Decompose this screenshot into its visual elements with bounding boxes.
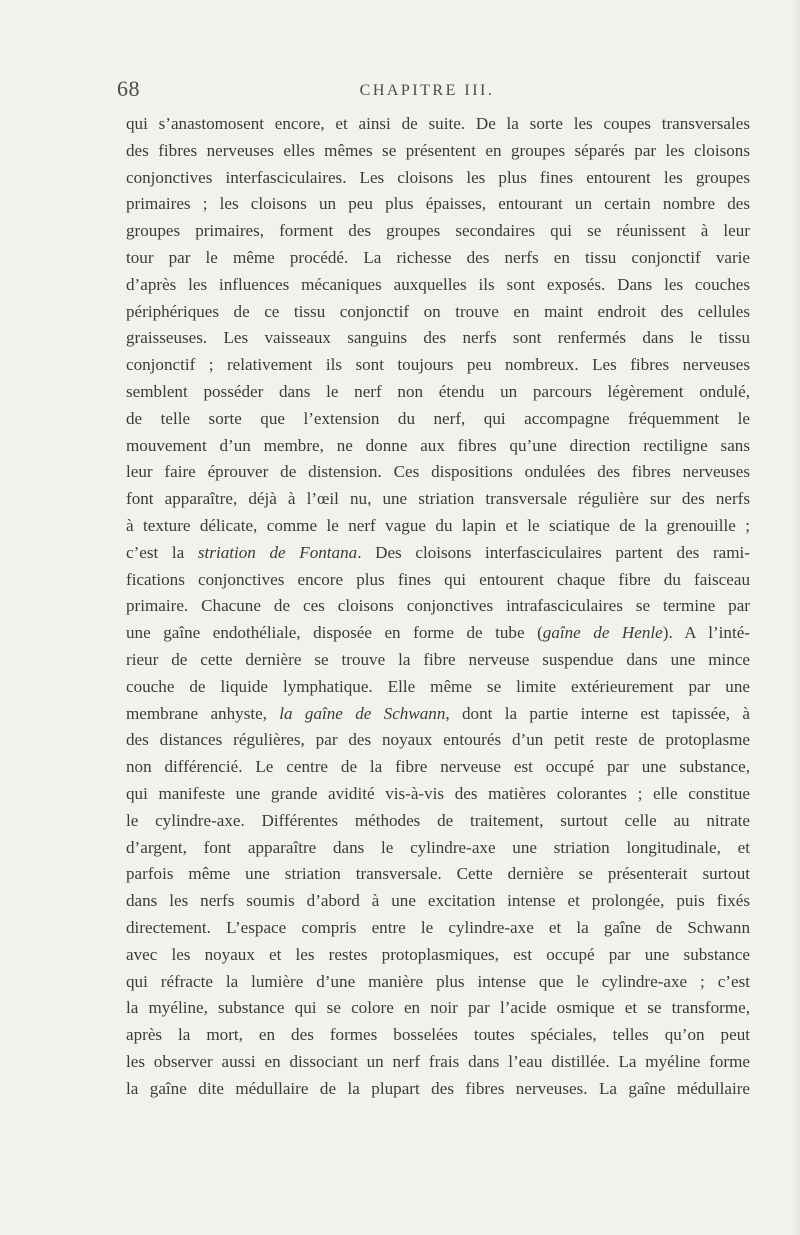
- text-line: périphériques de ce tissu conjonctif on trouve en maint endroit des cellules: [126, 301, 750, 321]
- text-line: la gaîne dite médullaire de la plupart des fibres nerveuses. La gaîne médullaire: [126, 1078, 750, 1098]
- text-line: qui manifeste une grande avidité vis-à-vis des matières colorantes ; elle constitue: [126, 783, 750, 803]
- text-line: directement. L’espace compris entre le cylindre-axe et la gaîne de Schwann: [126, 917, 750, 937]
- text-line: conjonctives interfasciculaires. Les cloisons les plus fines entourent les groupes: [126, 167, 750, 187]
- text-run: membrane anhyste,: [126, 703, 280, 723]
- text-line-with-italic: [126, 620, 750, 647]
- text-line: des distances régulières, par des noyaux entourés d’un petit reste de protoplasme: [126, 730, 750, 750]
- running-head: CHAPITRE III.: [359, 82, 495, 99]
- text-line: primaire. Chacune de ces cloisons conjonctives intrafasciculaires se termine par: [126, 596, 750, 616]
- text-run: une gaîne endothéliale, disposée en forme de tube (: [126, 623, 543, 643]
- text-line: groupes primaires, forment des groupes secondaires qui se réunissent à leur: [126, 221, 750, 241]
- text-line: couche de liquide lymphatique. Elle même se limite extérieurement par une: [126, 676, 750, 696]
- text-line: mouvement d’un membre, ne donne aux fibres qu’une direction rectiligne sans: [126, 435, 750, 455]
- text-line: graisseuses. Les vaisseaux sanguins des nerfs sont renfermés dans le tissu: [126, 328, 750, 348]
- text-line: de telle sorte que l’extension du nerf, qui accompagne fréquemment le: [126, 408, 750, 428]
- text-line: conjonctif ; relativement ils sont toujours peu nombreux. Les fibres nerveuses: [126, 355, 750, 375]
- text-line: le cylindre-axe. Différentes méthodes de traitement, surtout celle au nitrate: [126, 810, 750, 830]
- text-line: rieur de cette dernière se trouve la fibre nerveuse suspendue dans une mince: [126, 649, 750, 669]
- text-line: qui s’anastomosent encore, et ainsi de suite. De la sorte les coupes transversales: [126, 114, 750, 133]
- text-line: à texture délicate, comme le nerf vague du lapin et le sciatique de la grenouille ;: [126, 515, 750, 535]
- italic-term: striation de Fontana: [197, 542, 358, 562]
- italic-term: gaîne de Henle: [542, 623, 663, 643]
- text-line: qui réfracte la lumière d’une manière plus intense que le cylindre-axe ; c’est: [126, 971, 750, 991]
- text-line-with-italic: [126, 701, 750, 728]
- text-line: avec les noyaux et les restes protoplasmiques, est occupé par une substance: [126, 944, 750, 964]
- text-run: , dont la partie interne est tapissée, à: [445, 703, 750, 723]
- text-run: ). A l’inté-: [662, 623, 750, 643]
- text-line: après la mort, en des formes bosselées toutes spéciales, telles qu’on peut: [126, 1025, 750, 1045]
- body-text: [126, 111, 750, 1102]
- text-line: la myéline, substance qui se colore en noir par l’acide osmique et se transforme,: [126, 998, 750, 1018]
- text-line: primaires ; les cloisons un peu plus épaisses, entourant un certain nombre des: [126, 194, 750, 214]
- text-line: leur faire éprouver de distension. Ces dispositions ondulées des fibres nerveuses: [126, 462, 750, 482]
- text-run: c’est la: [126, 542, 198, 562]
- text-line: d’argent, font apparaître dans le cylindre-axe une striation longitudinale, et: [126, 837, 750, 857]
- text-line: non différencié. Le centre de la fibre nerveuse est occupé par une substance,: [126, 757, 750, 777]
- text-line: dans les nerfs soumis d’abord à une excitation intense et prolongée, puis fixés: [126, 891, 750, 911]
- page-number: 68: [117, 76, 140, 101]
- text-line: d’après les influences mécaniques auxquelles ils sont exposés. Dans les couches: [126, 274, 750, 294]
- text-line: tour par le même procédé. La richesse des nerfs en tissu conjonctif varie: [126, 247, 750, 267]
- text-line: des fibres nerveuses elles mêmes se présentent en groupes séparés par les cloisons: [126, 140, 750, 160]
- text-line: font apparaître, déjà à l’œil nu, une striation transversale régulière sur des nerfs: [126, 489, 750, 509]
- text-run: . Des cloisons interfasciculaires partent des rami-: [357, 542, 750, 562]
- text-line: semblent posséder dans le nerf non étendu un parcours légèrement ondulé,: [126, 381, 750, 401]
- text-line: fications conjonctives encore plus fines qui entourent chaque fibre du faisceau: [126, 569, 750, 589]
- page-edge-shadow: [792, 0, 800, 1235]
- text-line: les observer aussi en dissociant un nerf frais dans l’eau distillée. La myéline forme: [126, 1051, 750, 1071]
- text-line: parfois même une striation transversale. Cette dernière se présenterait surtout: [126, 864, 750, 884]
- text-line-with-italic: [126, 540, 750, 567]
- italic-term: la gaîne de Schwann: [279, 703, 446, 723]
